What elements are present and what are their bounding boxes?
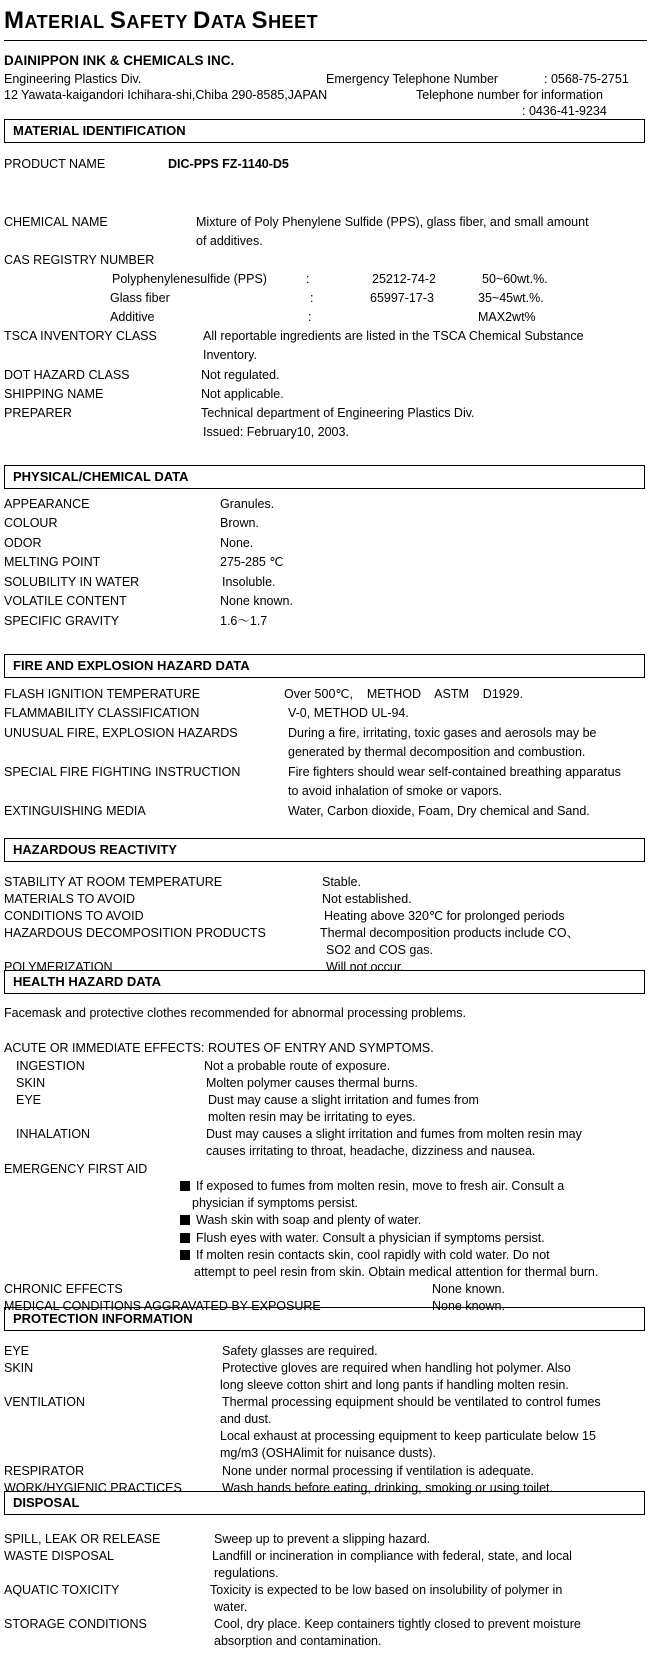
extinguishing-label: EXTINGUISHING MEDIA: [4, 804, 146, 818]
physical-label: VOLATILE CONTENT: [4, 594, 127, 608]
skin-label: SKIN: [16, 1076, 46, 1090]
acute-effects-heading: ACUTE OR IMMEDIATE EFFECTS: ROUTES OF ENTRY AND SYMPTOMS.: [4, 1041, 434, 1055]
first-aid-item-cont: attempt to peel resin from skin. Obtain medical attention for thermal burn.: [194, 1265, 599, 1279]
title-rule: [4, 40, 647, 41]
info-number: : 0436-41-9234: [522, 104, 607, 118]
section-header-disposal: DISPOSAL: [4, 1491, 645, 1515]
emergency-label: Emergency Telephone Number: [326, 72, 499, 86]
ventilation-value-4: mg/m3 (OSHAlimit for nuisance dusts).: [220, 1446, 437, 1460]
special-fire-value: Fire fighters should wear self-contained breathing apparatus: [288, 765, 621, 779]
section-header-hazardous-reactivity: HAZARDOUS REACTIVITY: [4, 838, 645, 862]
stability-value: Stable.: [322, 875, 361, 889]
aquatic-value-2: water.: [214, 1600, 248, 1614]
document-title: MATERIAL SAFETY DATA SHEET: [4, 7, 319, 34]
cas-row-colon: :: [310, 291, 314, 305]
section-header-physical-chemical: PHYSICAL/CHEMICAL DATA: [4, 465, 645, 489]
cas-row-number: 25212-74-2: [372, 272, 436, 286]
product-name-value: DIC-PPS FZ-1140-D5: [168, 157, 289, 171]
cas-label: CAS REGISTRY NUMBER: [4, 253, 155, 267]
work-practices-value: Wash hands before eating, drinking, smoking or using toilet.: [222, 1481, 553, 1495]
waste-value-2: regulations.: [214, 1566, 279, 1580]
special-fire-value-2: to avoid inhalation of smoke or vapors.: [288, 784, 503, 798]
cas-row-percent: 35~45wt.%.: [478, 291, 544, 305]
emergency-number: : 0568-75-2751: [544, 72, 629, 86]
ventilation-value-2: and dust.: [220, 1412, 272, 1426]
first-aid-item: If exposed to fumes from molten resin, move to fresh air. Consult a: [180, 1178, 564, 1194]
bullet-icon: [180, 1250, 190, 1260]
waste-label: WASTE DISPOSAL: [4, 1549, 114, 1563]
physical-label: COLOUR: [4, 516, 58, 530]
physical-label: APPEARANCE: [4, 497, 90, 511]
flammability-value: V-0, METHOD UL-94.: [288, 706, 409, 720]
physical-value: Brown.: [220, 516, 259, 530]
chemical-name-value: Mixture of Poly Phenylene Sulfide (PPS), glass fiber, and small amount: [196, 215, 589, 229]
physical-label: SOLUBILITY IN WATER: [4, 575, 140, 589]
shipping-value: Not applicable.: [201, 387, 284, 401]
bullet-icon: [180, 1215, 190, 1225]
company-name: DAINIPPON INK & CHEMICALS INC.: [4, 53, 235, 68]
physical-label: SPECIFIC GRAVITY: [4, 614, 120, 628]
physical-value: Insoluble.: [222, 575, 276, 589]
unusual-hazards-value: During a fire, irritating, toxic gases and aerosols may be: [288, 726, 597, 740]
polymerization-value: Will not occur.: [326, 960, 404, 974]
inhalation-value-2: causes irritating to throat, headache, dizziness and nausea.: [206, 1144, 536, 1158]
bullet-icon: [180, 1233, 190, 1243]
protection-skin-label: SKIN: [4, 1361, 34, 1375]
flash-value: Over 500℃, METHOD ASTM D1929.: [284, 687, 524, 701]
work-practices-label: WORK/HYGIENIC PRACTICES: [4, 1481, 182, 1495]
first-aid-item: If molten resin contacts skin, cool rapidly with cold water. Do not: [180, 1247, 550, 1263]
ingestion-value: Not a probable route of exposure.: [204, 1059, 391, 1073]
protection-skin-value-2: long sleeve cotton shirt and long pants if handling molten resin.: [220, 1378, 569, 1392]
cas-row-colon: :: [306, 272, 310, 286]
eye-value: Dust may cause a slight irritation and fumes from: [208, 1093, 479, 1107]
polymerization-label: POLYMERIZATION: [4, 960, 113, 974]
chemical-name-value-2: of additives.: [196, 234, 263, 248]
flammability-label: FLAMMABILITY CLASSIFICATION: [4, 706, 200, 720]
cas-row-percent: 50~60wt.%.: [482, 272, 548, 286]
decomposition-label: HAZARDOUS DECOMPOSITION PRODUCTS: [4, 926, 266, 940]
cas-row-name: Glass fiber: [110, 291, 170, 305]
cas-row-name: Polyphenylenesulfide (PPS): [112, 272, 267, 286]
respirator-label: RESPIRATOR: [4, 1464, 85, 1478]
cas-row-colon: :: [308, 310, 312, 324]
unusual-hazards-value-2: generated by thermal decomposition and combustion.: [288, 745, 586, 759]
division: Engineering Plastics Div.: [4, 72, 142, 86]
product-name-label: PRODUCT NAME: [4, 157, 106, 171]
aquatic-label: AQUATIC TOXICITY: [4, 1583, 120, 1597]
section-header-fire-explosion: FIRE AND EXPLOSION HAZARD DATA: [4, 654, 645, 678]
health-intro: Facemask and protective clothes recommended for abnormal processing problems.: [4, 1006, 467, 1020]
stability-label: STABILITY AT ROOM TEMPERATURE: [4, 875, 223, 889]
section-header-protection: PROTECTION INFORMATION: [4, 1307, 645, 1331]
materials-avoid-label: MATERIALS TO AVOID: [4, 892, 136, 906]
inhalation-value: Dust may causes a slight irritation and fumes from molten resin may: [206, 1127, 582, 1141]
bullet-icon: [180, 1181, 190, 1191]
spill-value: Sweep up to prevent a slipping hazard.: [214, 1532, 431, 1546]
ventilation-value: Thermal processing equipment should be ventilated to control fumes: [222, 1395, 601, 1409]
special-fire-label: SPECIAL FIRE FIGHTING INSTRUCTION: [4, 765, 241, 779]
chronic-value: None known.: [432, 1282, 505, 1296]
waste-value: Landfill or incineration in compliance with federal, state, and local: [212, 1549, 572, 1563]
physical-value: None known.: [220, 594, 293, 608]
medical-conditions-label: MEDICAL CONDITIONS AGGRAVATED BY EXPOSURE: [4, 1299, 321, 1313]
medical-conditions-value: None known.: [432, 1299, 505, 1313]
chronic-label: CHRONIC EFFECTS: [4, 1282, 123, 1296]
preparer-value: Technical department of Engineering Plastics Div.: [201, 406, 475, 420]
spill-label: SPILL, LEAK OR RELEASE: [4, 1532, 161, 1546]
physical-value: 275-285 ℃: [220, 555, 284, 569]
protection-eye-label: EYE: [4, 1344, 30, 1358]
tsca-label: TSCA INVENTORY CLASS: [4, 329, 157, 343]
materials-avoid-value: Not established.: [322, 892, 412, 906]
eye-value-2: molten resin may be irritating to eyes.: [208, 1110, 416, 1124]
ventilation-value-3: Local exhaust at processing equipment to keep particulate below 15: [220, 1429, 596, 1443]
section-header-health-hazard: HEALTH HAZARD DATA: [4, 970, 645, 994]
skin-value: Molten polymer causes thermal burns.: [206, 1076, 418, 1090]
chemical-name-label: CHEMICAL NAME: [4, 215, 108, 229]
protection-eye-value: Safety glasses are required.: [222, 1344, 378, 1358]
ventilation-label: VENTILATION: [4, 1395, 86, 1409]
first-aid-item: Flush eyes with water. Consult a physician if symptoms persist.: [180, 1230, 545, 1246]
address: 12 Yawata-kaigandori Ichihara-shi,Chiba 290-8585,JAPAN: [4, 88, 328, 102]
first-aid-item: Wash skin with soap and plenty of water.: [180, 1212, 421, 1228]
unusual-hazards-label: UNUSUAL FIRE, EXPLOSION HAZARDS: [4, 726, 238, 740]
respirator-value: None under normal processing if ventilation is adequate.: [222, 1464, 534, 1478]
storage-value-2: absorption and contamination.: [214, 1634, 382, 1648]
preparer-label: PREPARER: [4, 406, 72, 420]
tsca-value-2: Inventory.: [203, 348, 257, 362]
extinguishing-value: Water, Carbon dioxide, Foam, Dry chemical and Sand.: [288, 804, 590, 818]
physical-value: Granules.: [220, 497, 275, 511]
conditions-avoid-label: CONDITIONS TO AVOID: [4, 909, 144, 923]
ingestion-label: INGESTION: [16, 1059, 85, 1073]
eye-label: EYE: [16, 1093, 42, 1107]
info-label: Telephone number for information: [416, 88, 603, 102]
physical-value: None.: [220, 536, 254, 550]
section-header-material-identification: MATERIAL IDENTIFICATION: [4, 119, 645, 143]
first-aid-label: EMERGENCY FIRST AID: [4, 1162, 148, 1176]
physical-label: MELTING POINT: [4, 555, 101, 569]
physical-label: ODOR: [4, 536, 42, 550]
cas-row-number: 65997-17-3: [370, 291, 434, 305]
physical-value: 1.6～1.7: [220, 614, 268, 628]
decomposition-value: Thermal decomposition products include CO、: [320, 926, 580, 940]
dot-label: DOT HAZARD CLASS: [4, 368, 130, 382]
first-aid-item-cont: physician if symptoms persist.: [192, 1196, 359, 1210]
tsca-value: All reportable ingredients are listed in the TSCA Chemical Substance: [203, 329, 584, 343]
protection-skin-value: Protective gloves are required when handling hot polymer. Also: [222, 1361, 571, 1375]
cas-row-name: Additive: [110, 310, 155, 324]
dot-value: Not regulated.: [201, 368, 280, 382]
aquatic-value: Toxicity is expected to be low based on insolubility of polymer in: [210, 1583, 563, 1597]
conditions-avoid-value: Heating above 320℃ for prolonged periods: [324, 909, 565, 923]
storage-value: Cool, dry place. Keep containers tightly closed to prevent moisture: [214, 1617, 581, 1631]
decomposition-value-2: SO2 and COS gas.: [326, 943, 434, 957]
inhalation-label: INHALATION: [16, 1127, 91, 1141]
cas-row-percent: MAX2wt%: [478, 310, 536, 324]
issued-date: Issued: February10, 2003.: [203, 425, 349, 439]
storage-label: STORAGE CONDITIONS: [4, 1617, 147, 1631]
flash-label: FLASH IGNITION TEMPERATURE: [4, 687, 201, 701]
shipping-label: SHIPPING NAME: [4, 387, 104, 401]
